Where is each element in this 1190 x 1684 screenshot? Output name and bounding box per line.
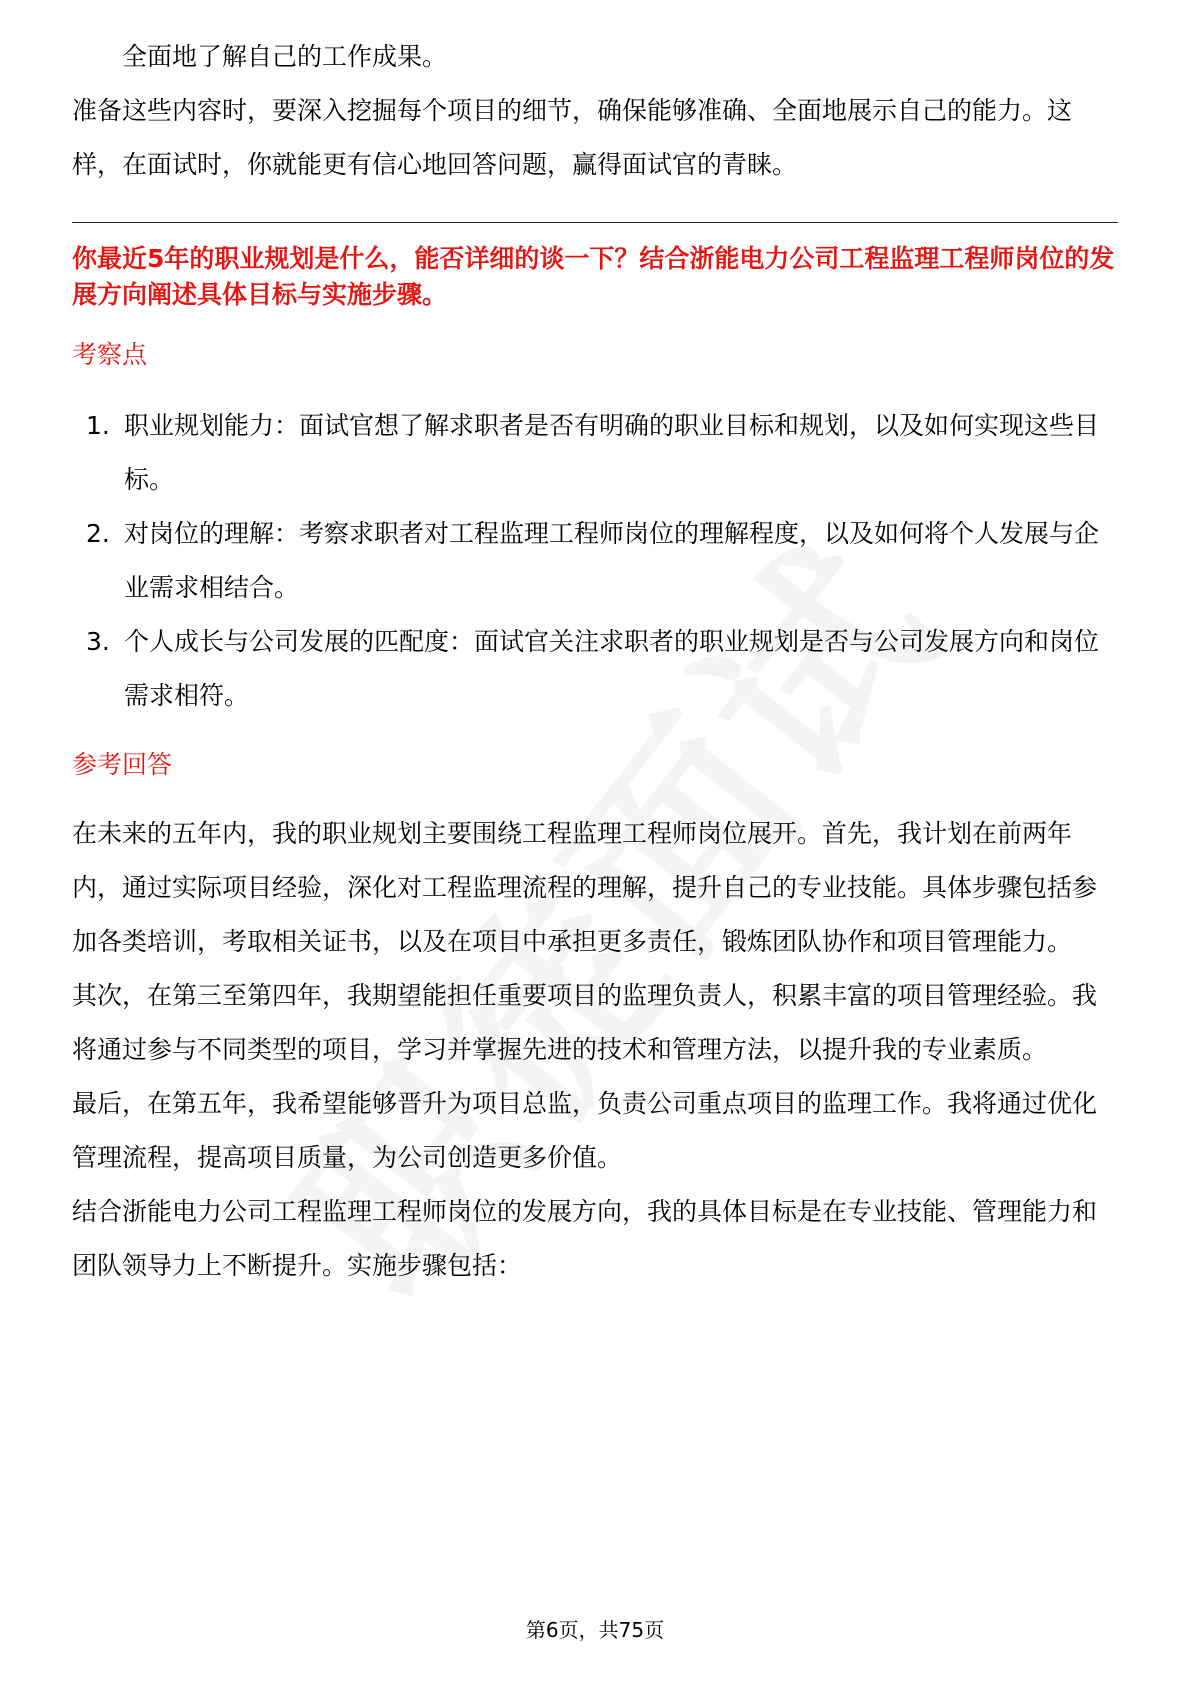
page-footer: 第6页，共75页	[525, 1618, 665, 1642]
answer-paragraph: 结合浙能电力公司工程监理工程师岗位的发展方向，我的具体目标是在专业技能、管理能力和团队领导力上不断提升。实施步骤包括：	[72, 1197, 1098, 1280]
intro-paragraph: 准备这些内容时，要深入挖掘每个项目的细节，确保能够准确、全面地展示自己的能力。这样，在面试时，你就能更有信心地回答问题，赢得面试官的青睐。	[72, 96, 1073, 179]
list-item-number: 3.	[86, 627, 110, 656]
list-item-number: 1.	[86, 411, 110, 440]
list-item-text: 对岗位的理解：考察求职者对工程监理工程师岗位的理解程度，以及如何将个人发展与企业需求相结合。	[124, 519, 1100, 602]
list-item	[72, 615, 1118, 723]
answer-paragraph: 在未来的五年内，我的职业规划主要围绕工程监理工程师岗位展开。首先，我计划在前两年内，通过实际项目经验，深化对工程监理流程的理解，提升自己的专业技能。具体步骤包括参加各类培训，考取相关证书，以及在项目中承担更多责任，锻炼团队协作和项目管理能力。	[72, 819, 1098, 956]
list-item-text: 个人成长与公司发展的匹配度：面试官关注求职者的职业规划是否与公司发展方向和岗位需求相符。	[124, 627, 1100, 710]
list-item	[72, 507, 1118, 615]
intro-continuation: 全面地了解自己的工作成果。	[122, 42, 448, 71]
list-item-number: 2.	[86, 519, 110, 548]
list-item	[72, 399, 1118, 507]
points-heading: 考察点	[72, 340, 148, 369]
question-heading: 你最近5年的职业规划是什么，能否详细的谈一下？结合浙能电力公司工程监理工程师岗位的发展方向阐述具体目标与实施步骤。	[72, 244, 1115, 309]
section-divider	[72, 222, 1118, 223]
answer-paragraph: 最后，在第五年，我希望能够晋升为项目总监，负责公司重点项目的监理工作。我将通过优化管理流程，提高项目质量，为公司创造更多价值。	[72, 1089, 1098, 1172]
page-content	[72, 0, 1118, 1293]
points-list	[72, 399, 1118, 723]
answer-paragraph: 其次，在第三至第四年，我期望能担任重要项目的监理负责人，积累丰富的项目管理经验。我将通过参与不同类型的项目，学习并掌握先进的技术和管理方法，以提升我的专业素质。	[72, 981, 1098, 1064]
answer-heading: 参考回答	[72, 750, 173, 779]
list-item-text: 职业规划能力：面试官想了解求职者是否有明确的职业目标和规划，以及如何实现这些目标。	[124, 411, 1100, 494]
